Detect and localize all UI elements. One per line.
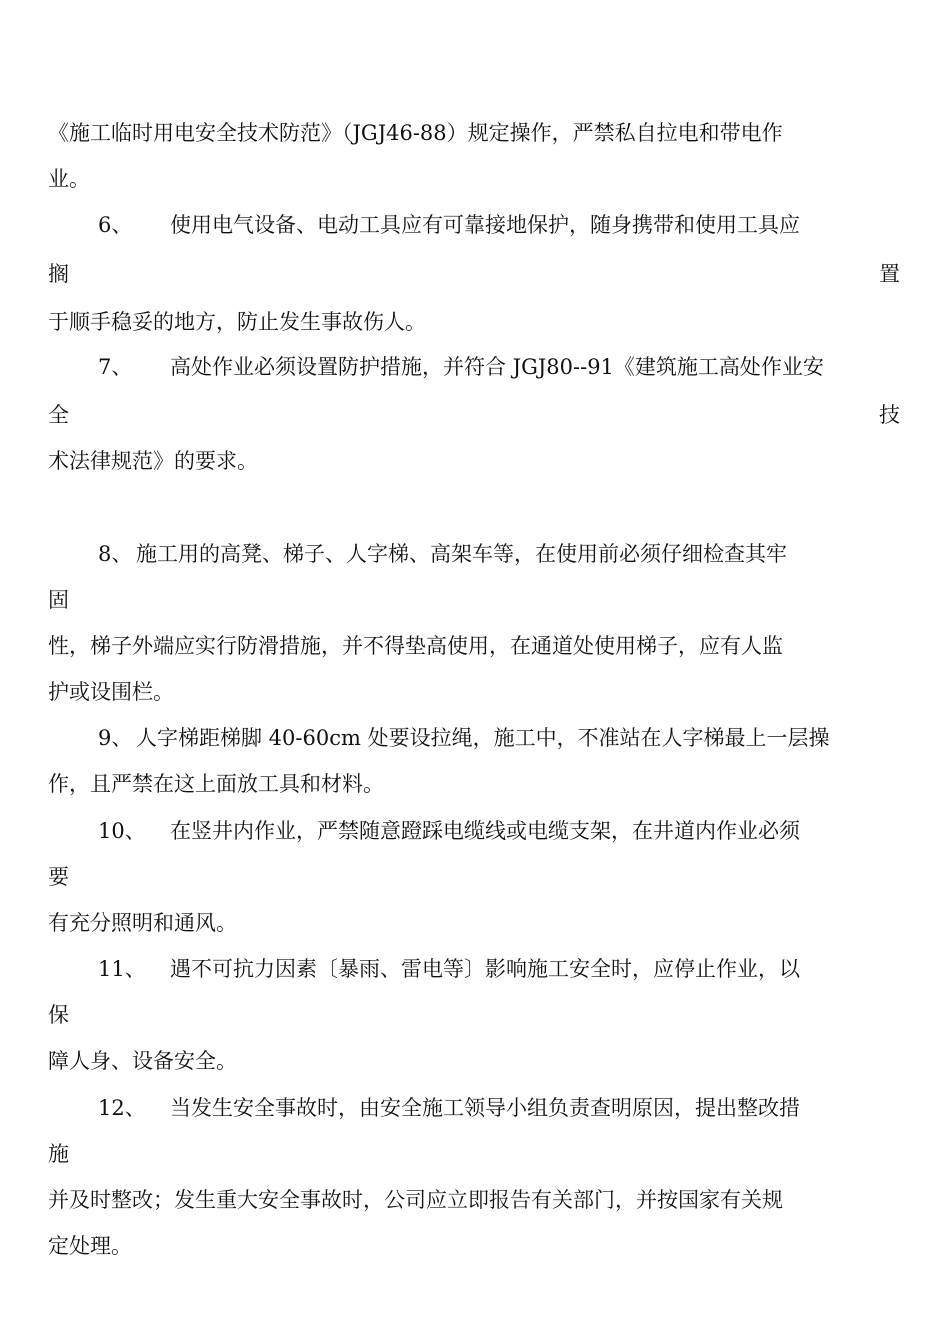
paragraph-line: 性，梯子外端应实行防滑措施，并不得垫高使用，在通道处使用梯子，应有人监 [48,634,783,658]
list-item-11 [48,954,900,984]
list-item-8 [48,539,900,569]
paragraph-line: 保 [48,1003,69,1027]
item-number: 10、 [98,819,146,843]
paragraph-line: 要 [48,865,69,889]
item-number: 11、 [98,957,146,981]
list-item-12 [48,1093,900,1123]
item-number: 12、 [98,1096,146,1120]
item-number: 8、 [98,542,133,566]
justified-line [48,259,900,289]
paragraph-line: 作，且严禁在这上面放工具和材料。 [48,772,384,796]
list-item-6 [48,210,900,240]
item-number: 7、 [98,355,133,379]
item-text: 当发生安全事故时，由安全施工领导小组负责查明原因，提出整改措 [170,1096,800,1120]
list-item-9 [48,723,900,753]
line-end-char: 置 [879,262,900,286]
line-start-char: 全 [48,403,69,427]
line-start-char: 搁 [48,262,69,286]
justified-line [48,400,900,430]
item-text: 人字梯距梯脚 40-60cm 处要设拉绳，施工中，不准站在人字梯最上一层操 [136,726,830,750]
item-text: 施工用的高凳、梯子、人字梯、高架车等，在使用前必须仔细检查其牢 [136,542,787,566]
paragraph-line: 并及时整改；发生重大安全事故时，公司应立即报告有关部门，并按国家有关规 [48,1188,783,1212]
list-item-10 [48,816,900,846]
list-item-7 [48,352,900,382]
paragraph-line: 障人身、设备安全。 [48,1049,237,1073]
paragraph-line: 《施工临时用电安全技术防范》（JGJ46-88）规定操作，严禁私自拉电和带电作 [48,121,783,145]
item-text: 在竖井内作业，严禁随意蹬踩电缆线或电缆支架，在井道内作业必须 [170,819,800,843]
paragraph-line: 护或设围栏。 [48,680,174,704]
paragraph-line: 定处理。 [48,1234,132,1258]
item-text: 使用电气设备、电动工具应有可靠接地保护，随身携带和使用工具应 [170,213,800,237]
paragraph-line: 施 [48,1142,69,1166]
paragraph-line: 有充分照明和通风。 [48,911,237,935]
paragraph-line: 于顺手稳妥的地方，防止发生事故伤人。 [48,310,426,334]
paragraph-line: 术法律规范》的要求。 [48,449,258,473]
item-text: 高处作业必须设置防护措施，并符合 JGJ80--91《建筑施工高处作业安 [170,355,824,379]
item-text: 遇不可抗力因素〔暴雨、雷电等〕影响施工安全时，应停止作业，以 [170,957,800,981]
paragraph-line: 固 [48,588,69,612]
line-end-char: 技 [879,403,900,427]
item-number: 6、 [98,213,133,237]
item-number: 9、 [98,726,133,750]
paragraph-line: 业。 [48,167,90,191]
